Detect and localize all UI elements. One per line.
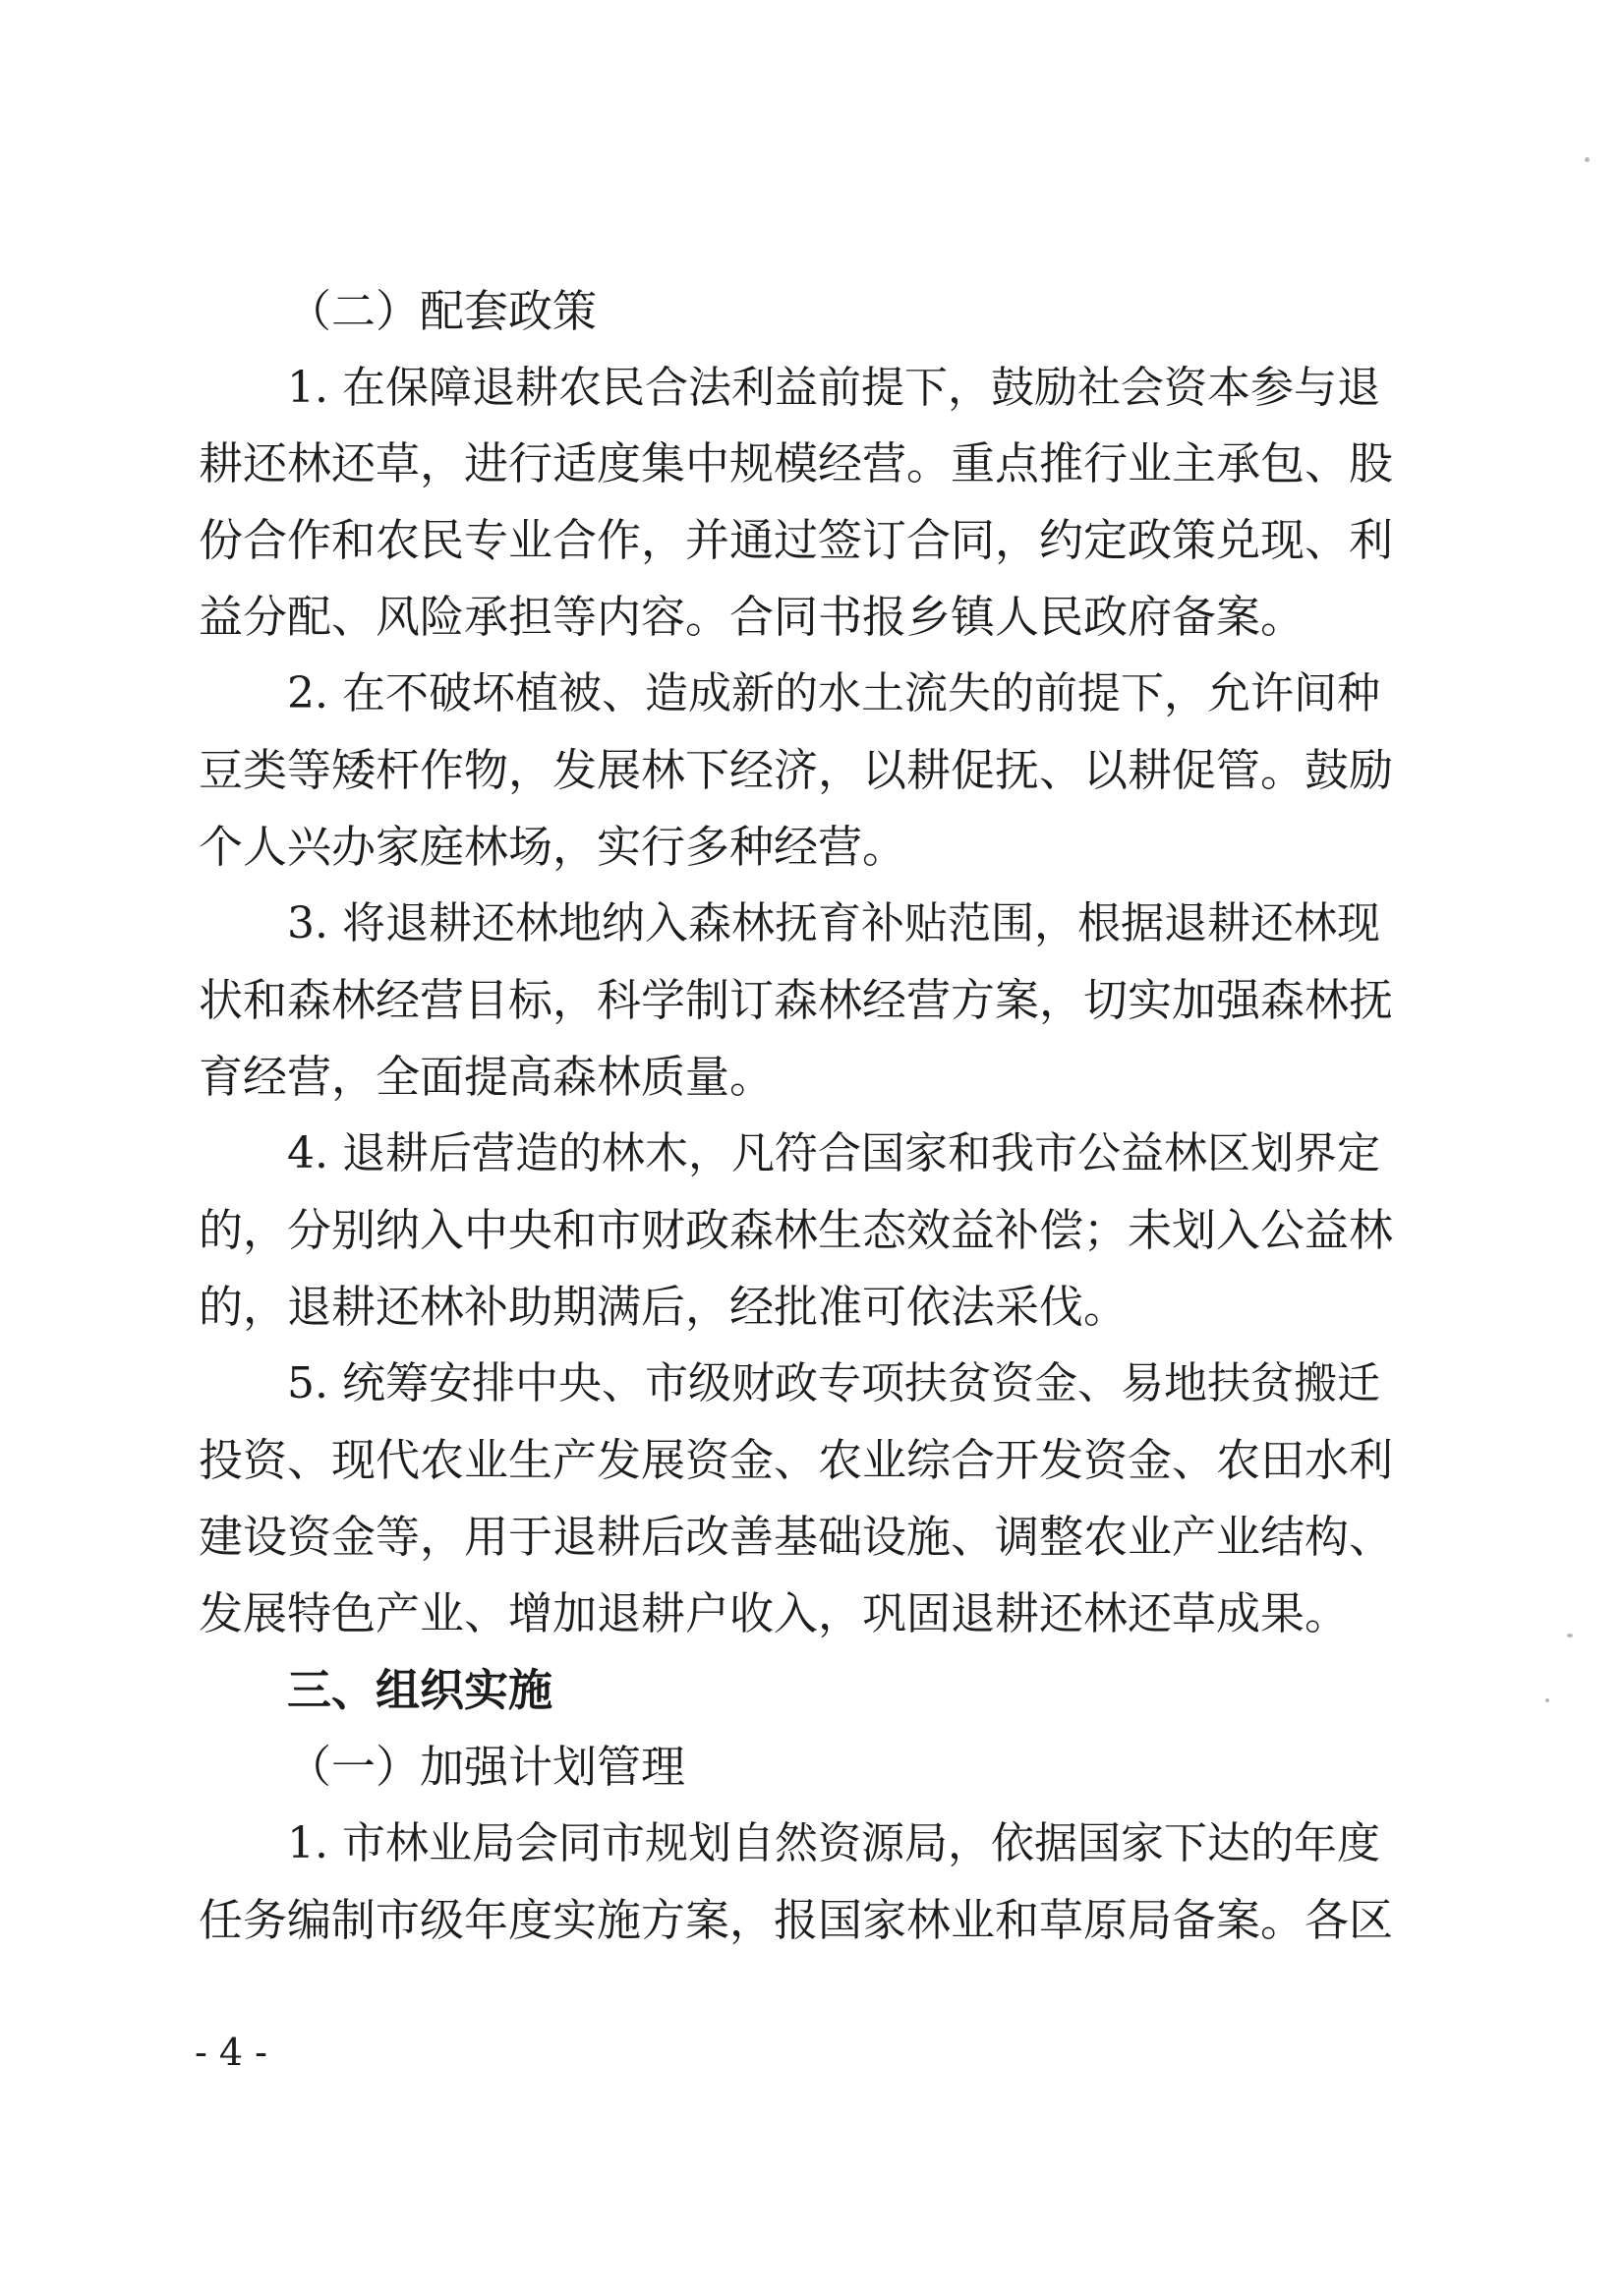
paragraph-line: 1. 市林业局会同市规划自然资源局，依据国家下达的年度 — [287, 1818, 1380, 1868]
paragraph-line: 任务编制市级年度实施方案，报国家林业和草原局备案。各区 — [199, 1894, 1394, 1946]
paragraph-line: 4. 退耕后营造的林木，凡符合国家和我市公益林区划界定 — [287, 1128, 1380, 1178]
subsection-heading-plan-management: （一）加强计划管理 — [287, 1741, 686, 1793]
paragraph-line: 耕还林还草，进行适度集中规模经营。重点推行业主承包、股 — [199, 437, 1394, 489]
paragraph-line: 份合作和农民专业合作，并通过签订合同，约定政策兑现、利 — [199, 514, 1394, 566]
paragraph-line: 3. 将退耕还林地纳入森林抚育补贴范围，根据退耕还林现 — [287, 898, 1380, 948]
scan-speck — [1585, 157, 1590, 162]
paragraph-line: 建设资金等，用于退耕后改善基础设施、调整农业产业结构、 — [199, 1511, 1394, 1563]
paragraph-line: 状和森林经营目标，科学制订森林经营方案，切实加强森林抚 — [199, 974, 1394, 1026]
paragraph-line: 投资、现代农业生产发展资金、农业综合开发资金、农田水利 — [199, 1434, 1394, 1486]
paragraph-line: 的，分别纳入中央和市财政森林生态效益补偿；未划入公益林 — [199, 1204, 1394, 1256]
scan-speck — [1567, 1634, 1573, 1637]
paragraph-line: 育经营，全面提高森林质量。 — [199, 1051, 775, 1103]
paragraph-line: 的，退耕还林补助期满后，经批准可依法采伐。 — [199, 1281, 1129, 1333]
paragraph-line: 豆类等矮杆作物，发展林下经济，以耕促抚、以耕促管。鼓励 — [199, 744, 1394, 796]
paragraph-line: 发展特色产业、增加退耕户收入，巩固退耕还林还草成果。 — [199, 1587, 1350, 1639]
paragraph-line: 1. 在保障退耕农民合法利益前提下，鼓励社会资本参与退 — [287, 363, 1380, 413]
paragraph-line: 益分配、风险承担等内容。合同书报乡镇人民政府备案。 — [199, 591, 1305, 643]
page-number: - 4 - — [195, 2031, 268, 2074]
paragraph-line: 2. 在不破坏植被、造成新的水土流失的前提下，允许间种 — [287, 668, 1380, 718]
scan-speck — [1545, 1698, 1549, 1702]
section-heading-supporting-policies: （二）配套政策 — [287, 285, 598, 337]
section-heading-organization: 三、组织实施 — [287, 1664, 553, 1716]
paragraph-line: 5. 统筹安排中央、市级财政专项扶贫资金、易地扶贫搬迁 — [287, 1358, 1380, 1408]
paragraph-line: 个人兴办家庭林场，实行多种经营。 — [199, 821, 907, 873]
